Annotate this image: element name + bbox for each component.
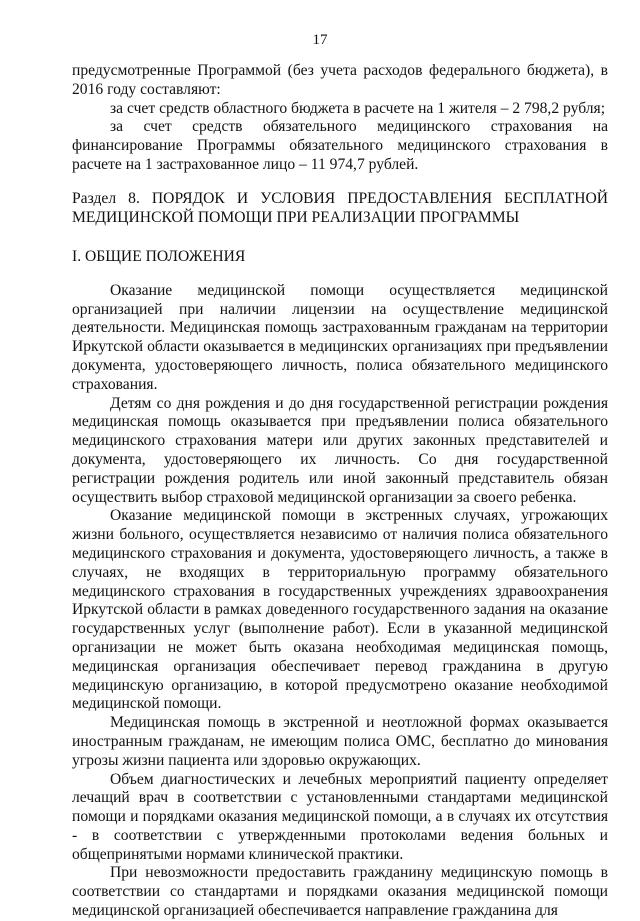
intro-paragraph-3: за счет средств обязательного медицинского страхования на финансирование Программы обязательного медицинского страхования в расчете на 1 застрахованное лицо – 11 974,7 рублей. bbox=[72, 118, 608, 173]
page-number: 17 bbox=[312, 32, 328, 48]
section-heading: Раздел 8. ПОРЯДОК И УСЛОВИЯ ПРЕДОСТАВЛЕНИЯ БЕСПЛАТНОЙ МЕДИЦИНСКОЙ ПОМОЩИ ПРИ РЕАЛИЗАЦИИ ПРОГРАММЫ bbox=[72, 189, 608, 226]
intro-paragraph-2: за счет средств областного бюджета в расчете на 1 жителя – 2 798,2 рубля; bbox=[110, 99, 606, 117]
body-paragraph-6: При невозможности предоставить гражданину медицинскую помощь в соответствии со стандартами и порядками оказания медицинской помощи медицинской организацией обеспечивается направление гражданина для bbox=[72, 864, 608, 920]
body-paragraph-1: Оказание медицинской помощи осуществляется медицинской организацией при наличии лицензии на осуществление медицинской деятельности. Медицинская помощь застрахованным гражданам на территории Иркутской области оказывается в медицинских организациях при предъявлении документа, удостоверяющего личность, полиса обязательного медицинского страхования. bbox=[72, 281, 608, 393]
page-content bbox=[72, 62, 608, 921]
body-paragraph-3: Оказание медицинской помощи в экстренных случаях, угрожающих жизни больного, осуществляется независимо от наличия полиса обязательного медицинского страхования и документа, удостоверяющего личность, а также в случаях, не входящих в территориальную программу обязательного медицинского страхования в государственных учреждениях здравоохранения Иркутской области в рамках доведенного государственного задания на оказание государственных услуг (выполнение работ). Если в указанной медицинской организации не может быть оказана необходимая медицинская помощь, медицинская организация обеспечивает перевод гражданина в другую медицинскую организацию, в которой предусмотрено оказание необходимой медицинской помощи. bbox=[72, 507, 608, 713]
intro-paragraph-1: предусмотренные Программой (без учета расходов федерального бюджета), в 2016 году составляют: bbox=[72, 62, 608, 98]
body-paragraph-4: Медицинская помощь в экстренной и неотложной формах оказывается иностранным гражданам, не имеющим полиса ОМС, бесплатно до минования угрозы жизни пациента или здоровью окружающих. bbox=[72, 714, 608, 769]
body-paragraph-5: Объем диагностических и лечебных мероприятий пациенту определяет лечащий врач в соответствии с установленными стандартами медицинской помощи и порядками оказания медицинской помощи, а в случаях их отсутствия - в соответствии с утвержденными протоколами ведения больных и общепринятыми нормами клинической практики. bbox=[72, 770, 608, 863]
subsection-heading: I. ОБЩИЕ ПОЛОЖЕНИЯ bbox=[72, 247, 246, 265]
body-paragraph-2: Детям со дня рождения и до дня государственной регистрации рождения медицинская помощь оказывается при предъявлении полиса обязательного медицинского страхования матери или других законных представителей и документа, удостоверяющего их личность. Со дня государственной регистрации рождения родитель или иной законный представитель обязан осуществить выбор страховой медицинской организации за своего ребенка. bbox=[72, 394, 608, 506]
